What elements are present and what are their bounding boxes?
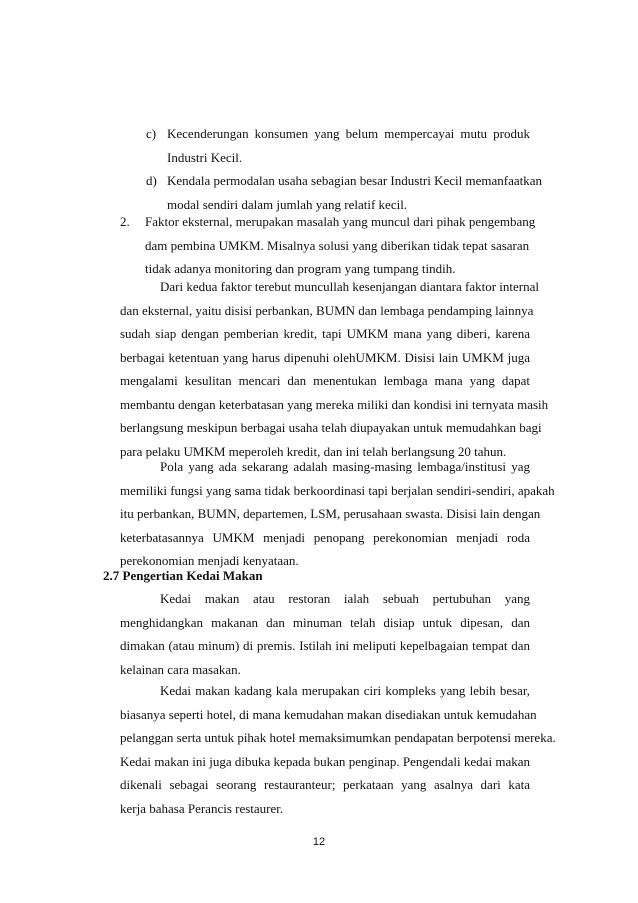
text-line: sudah siap dengan pemberian kredit, tapi UMKM mana yang diberi, karena xyxy=(120,326,530,341)
section-heading: 2.7 Pengertian Kedai Makan xyxy=(103,568,263,583)
text-line: dam pembina UMKM. Misalnya solusi yang diberikan tidak tepat sasaran xyxy=(145,237,530,253)
paragraph-4 xyxy=(120,679,556,820)
numbered-item-2 xyxy=(145,210,536,281)
text-line: Kendala permodalan usaha sebagian besar Industri Kecil memanfaatkan xyxy=(167,173,543,188)
list-item-d xyxy=(167,169,543,216)
list-item-c xyxy=(167,122,530,169)
text-line: berbagai ketentuan yang harus dipenuhi olehUMKM. Disisi lain UMKM juga xyxy=(120,349,530,365)
paragraph-1 xyxy=(120,275,549,463)
text-line: modal sendiri dalam jumlah yang relatif kecil. xyxy=(167,196,408,212)
text-line: Industri Kecil. xyxy=(167,149,243,165)
text-line: keterbatasannya UMKM menjadi penopang perekonomian menjadi roda xyxy=(120,529,530,545)
text-line: kerja bahasa Perancis restaurer. xyxy=(120,800,284,816)
text-line: Dari kedua faktor terebut muncullah kesenjangan diantara faktor internal xyxy=(160,279,540,294)
text-line: dikenali sebagai seorang restauranteur; perkataan yang asalnya dari kata xyxy=(120,777,530,792)
text-line: dimakan (atau minum) di premis. Istilah ini meliputi kepelbagaian tempat dan xyxy=(120,638,530,653)
text-line: Kecenderungan konsumen yang belum mempercayai mutu produk xyxy=(167,126,530,141)
text-line: itu perbankan, BUMN, departemen, LSM, perusahaan swasta. Disisi lain dengan xyxy=(120,506,541,521)
list-marker-d: d) xyxy=(146,173,157,188)
text-line: Faktor eksternal, merupakan masalah yang muncul dari pihak pengembang xyxy=(145,214,536,229)
text-line: Kedai makan ini juga dibuka kepada bukan penginap. Pengendali kedai makan xyxy=(120,753,530,769)
text-line: perekonomian menjadi kenyataan. xyxy=(120,553,299,568)
text-line: Kedai makan atau restoran ialah sebuah pertubuhan yang xyxy=(160,591,530,606)
text-line: para pelaku UMKM meperoleh kredit, dan ini telah berlangsung 20 tahun. xyxy=(120,443,507,459)
text-line: kelainan cara masakan. xyxy=(120,661,241,677)
text-line: berlangsung meskipun berbagai usaha telah diupayakan untuk memudahkan bagi xyxy=(120,420,542,435)
page-number: 12 xyxy=(312,836,326,848)
list-marker-c: c) xyxy=(146,126,157,141)
text-line: pelanggan serta untuk pihak hotel memaksimumkan pendapatan berpotensi mereka. xyxy=(120,730,556,745)
text-line: tidak adanya monitoring dan program yang tumpang tindih. xyxy=(145,261,456,276)
text-line: membantu dengan keterbatasan yang mereka miliki dan kondisi ini ternyata masih xyxy=(120,396,549,412)
text-line: biasanya seperti hotel, di mana kemudahan makan disediakan untuk kemudahan xyxy=(120,706,537,722)
text-line: Kedai makan kadang kala merupakan ciri kompleks yang lebih besar, xyxy=(160,683,530,698)
text-line: dan eksternal, yaitu disisi perbankan, BUMN dan lembaga pendamping lainnya xyxy=(120,302,534,318)
numbered-marker-2: 2. xyxy=(120,214,130,229)
paragraph-2 xyxy=(120,455,555,573)
text-line: menghidangkan makanan dan minuman telah disiap untuk dipesan, dan xyxy=(120,614,530,630)
text-line: mengalami kesulitan mencari dan menentukan lembaga mana yang dapat xyxy=(120,373,530,388)
text-line: Pola yang ada sekarang adalah masing-masing lembaga/institusi yag xyxy=(160,459,530,474)
text-line: memiliki fungsi yang sama tidak berkoordinasi tapi berjalan sendiri-sendiri, apakah xyxy=(120,482,555,498)
paragraph-3 xyxy=(120,587,530,681)
